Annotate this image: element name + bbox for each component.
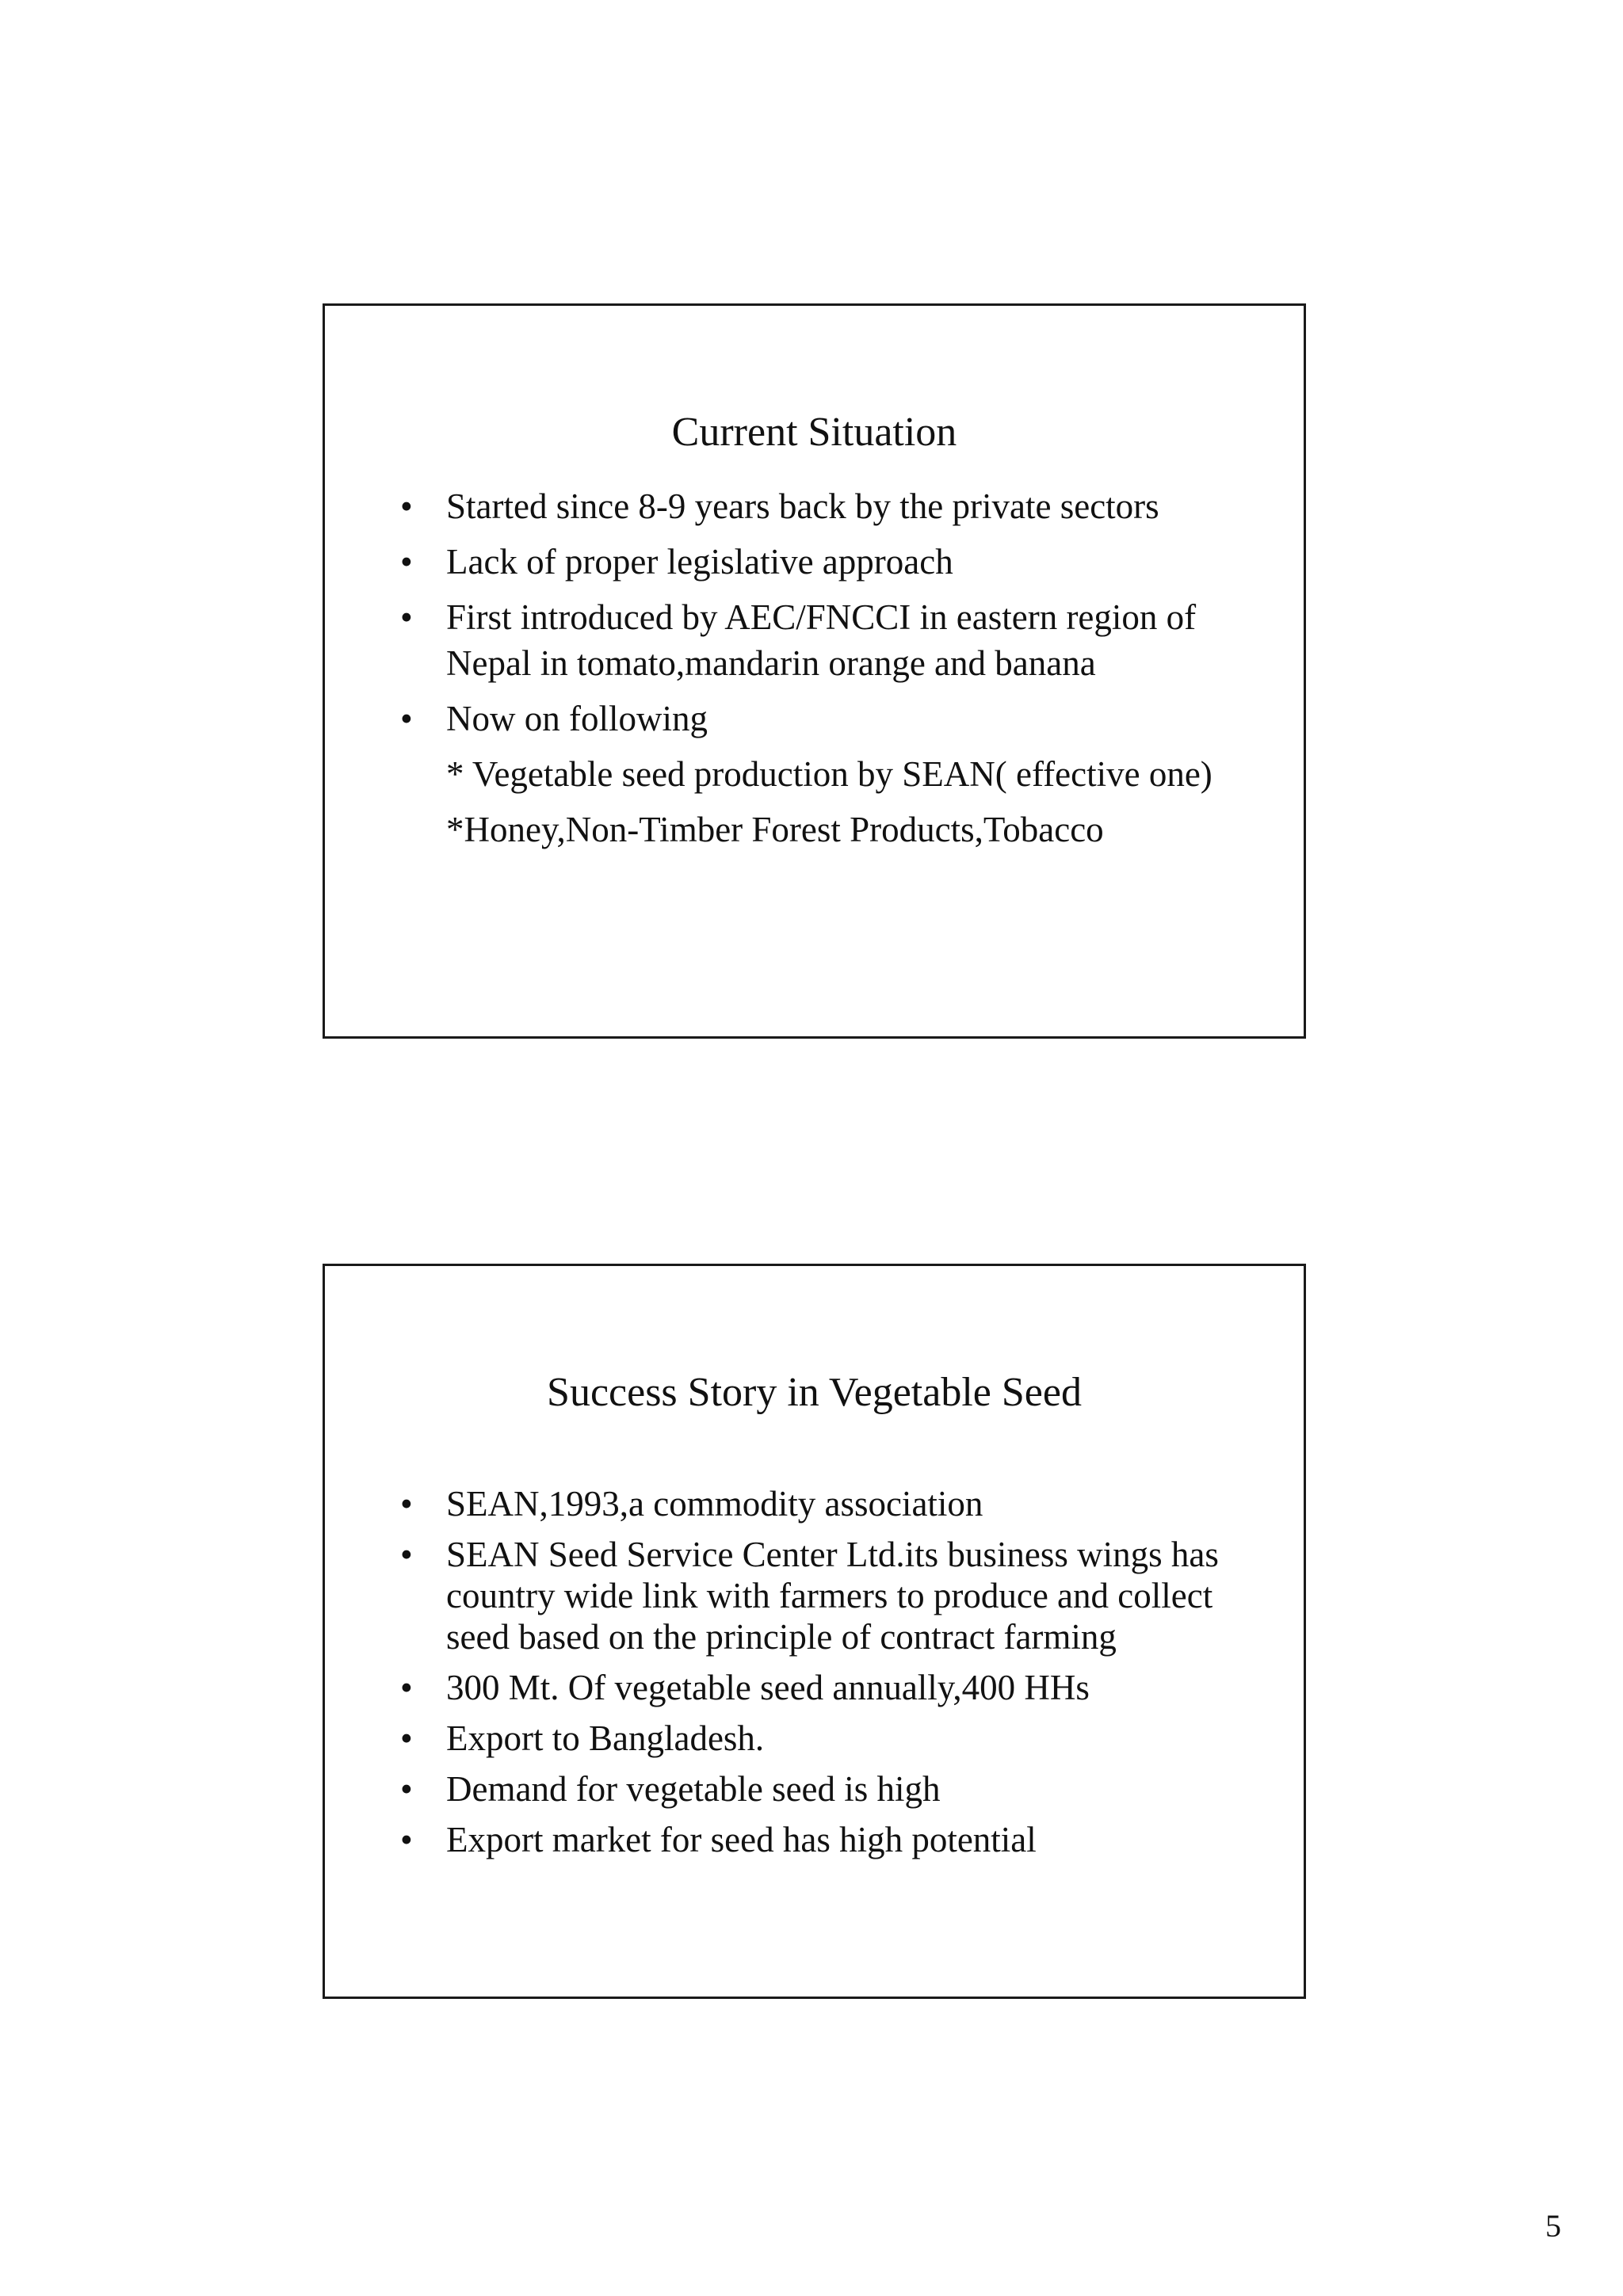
slide-title: Success Story in Vegetable Seed xyxy=(547,1370,1082,1415)
list-item-text: Export market for seed has high potential xyxy=(446,1820,1037,1859)
list-item xyxy=(400,1667,1248,1708)
bullet-icon: • xyxy=(400,1535,413,1574)
sub-item-text: *Honey,Non-Timber Forest Products,Tobacco xyxy=(446,810,1104,849)
list-item-text: First introduced by AEC/FNCCI in eastern region of Nepal in tomato,mandarin orange and banana xyxy=(446,597,1197,683)
list-item xyxy=(400,1768,1248,1810)
bullet-icon: • xyxy=(400,597,413,637)
list-item xyxy=(400,1483,1248,1524)
list-item-text: Export to Bangladesh. xyxy=(446,1718,765,1758)
bullet-icon: • xyxy=(400,1668,413,1707)
list-item xyxy=(400,594,1248,686)
bullet-icon: • xyxy=(400,1484,413,1524)
list-item-text: Started since 8-9 years back by the private sectors xyxy=(446,486,1159,526)
list-item xyxy=(400,483,1248,529)
list-item-text: SEAN,1993,a commodity association xyxy=(446,1484,983,1524)
list-item-text: Now on following xyxy=(446,699,708,738)
bullet-icon: • xyxy=(400,1769,413,1809)
bullet-list xyxy=(400,483,1248,862)
bullet-icon: • xyxy=(400,542,413,582)
list-item xyxy=(400,1534,1248,1657)
list-item xyxy=(400,1819,1248,1860)
list-item xyxy=(400,696,1248,742)
list-item-text: Lack of proper legislative approach xyxy=(446,542,953,582)
list-item-text: SEAN Seed Service Center Ltd.its business wings has country wide link with farmers to produce and collect seed based on the principle of contract farming xyxy=(446,1535,1219,1657)
list-item-text: 300 Mt. Of vegetable seed annually,400 HHs xyxy=(446,1668,1090,1707)
sub-item-text: * Vegetable seed production by SEAN( effective one) xyxy=(446,754,1212,794)
slide-current-situation xyxy=(323,303,1306,1039)
bullet-icon: • xyxy=(400,699,413,738)
list-item xyxy=(400,1718,1248,1759)
slide-title: Current Situation xyxy=(671,410,957,455)
bullet-icon: • xyxy=(400,486,413,526)
bullet-list xyxy=(400,1483,1248,1870)
list-item xyxy=(400,539,1248,585)
bullet-icon: • xyxy=(400,1718,413,1758)
page-number: 5 xyxy=(1545,2208,1561,2244)
slide-success-story xyxy=(323,1264,1306,1999)
bullet-icon: • xyxy=(400,1820,413,1859)
list-item-text: Demand for vegetable seed is high xyxy=(446,1769,941,1809)
